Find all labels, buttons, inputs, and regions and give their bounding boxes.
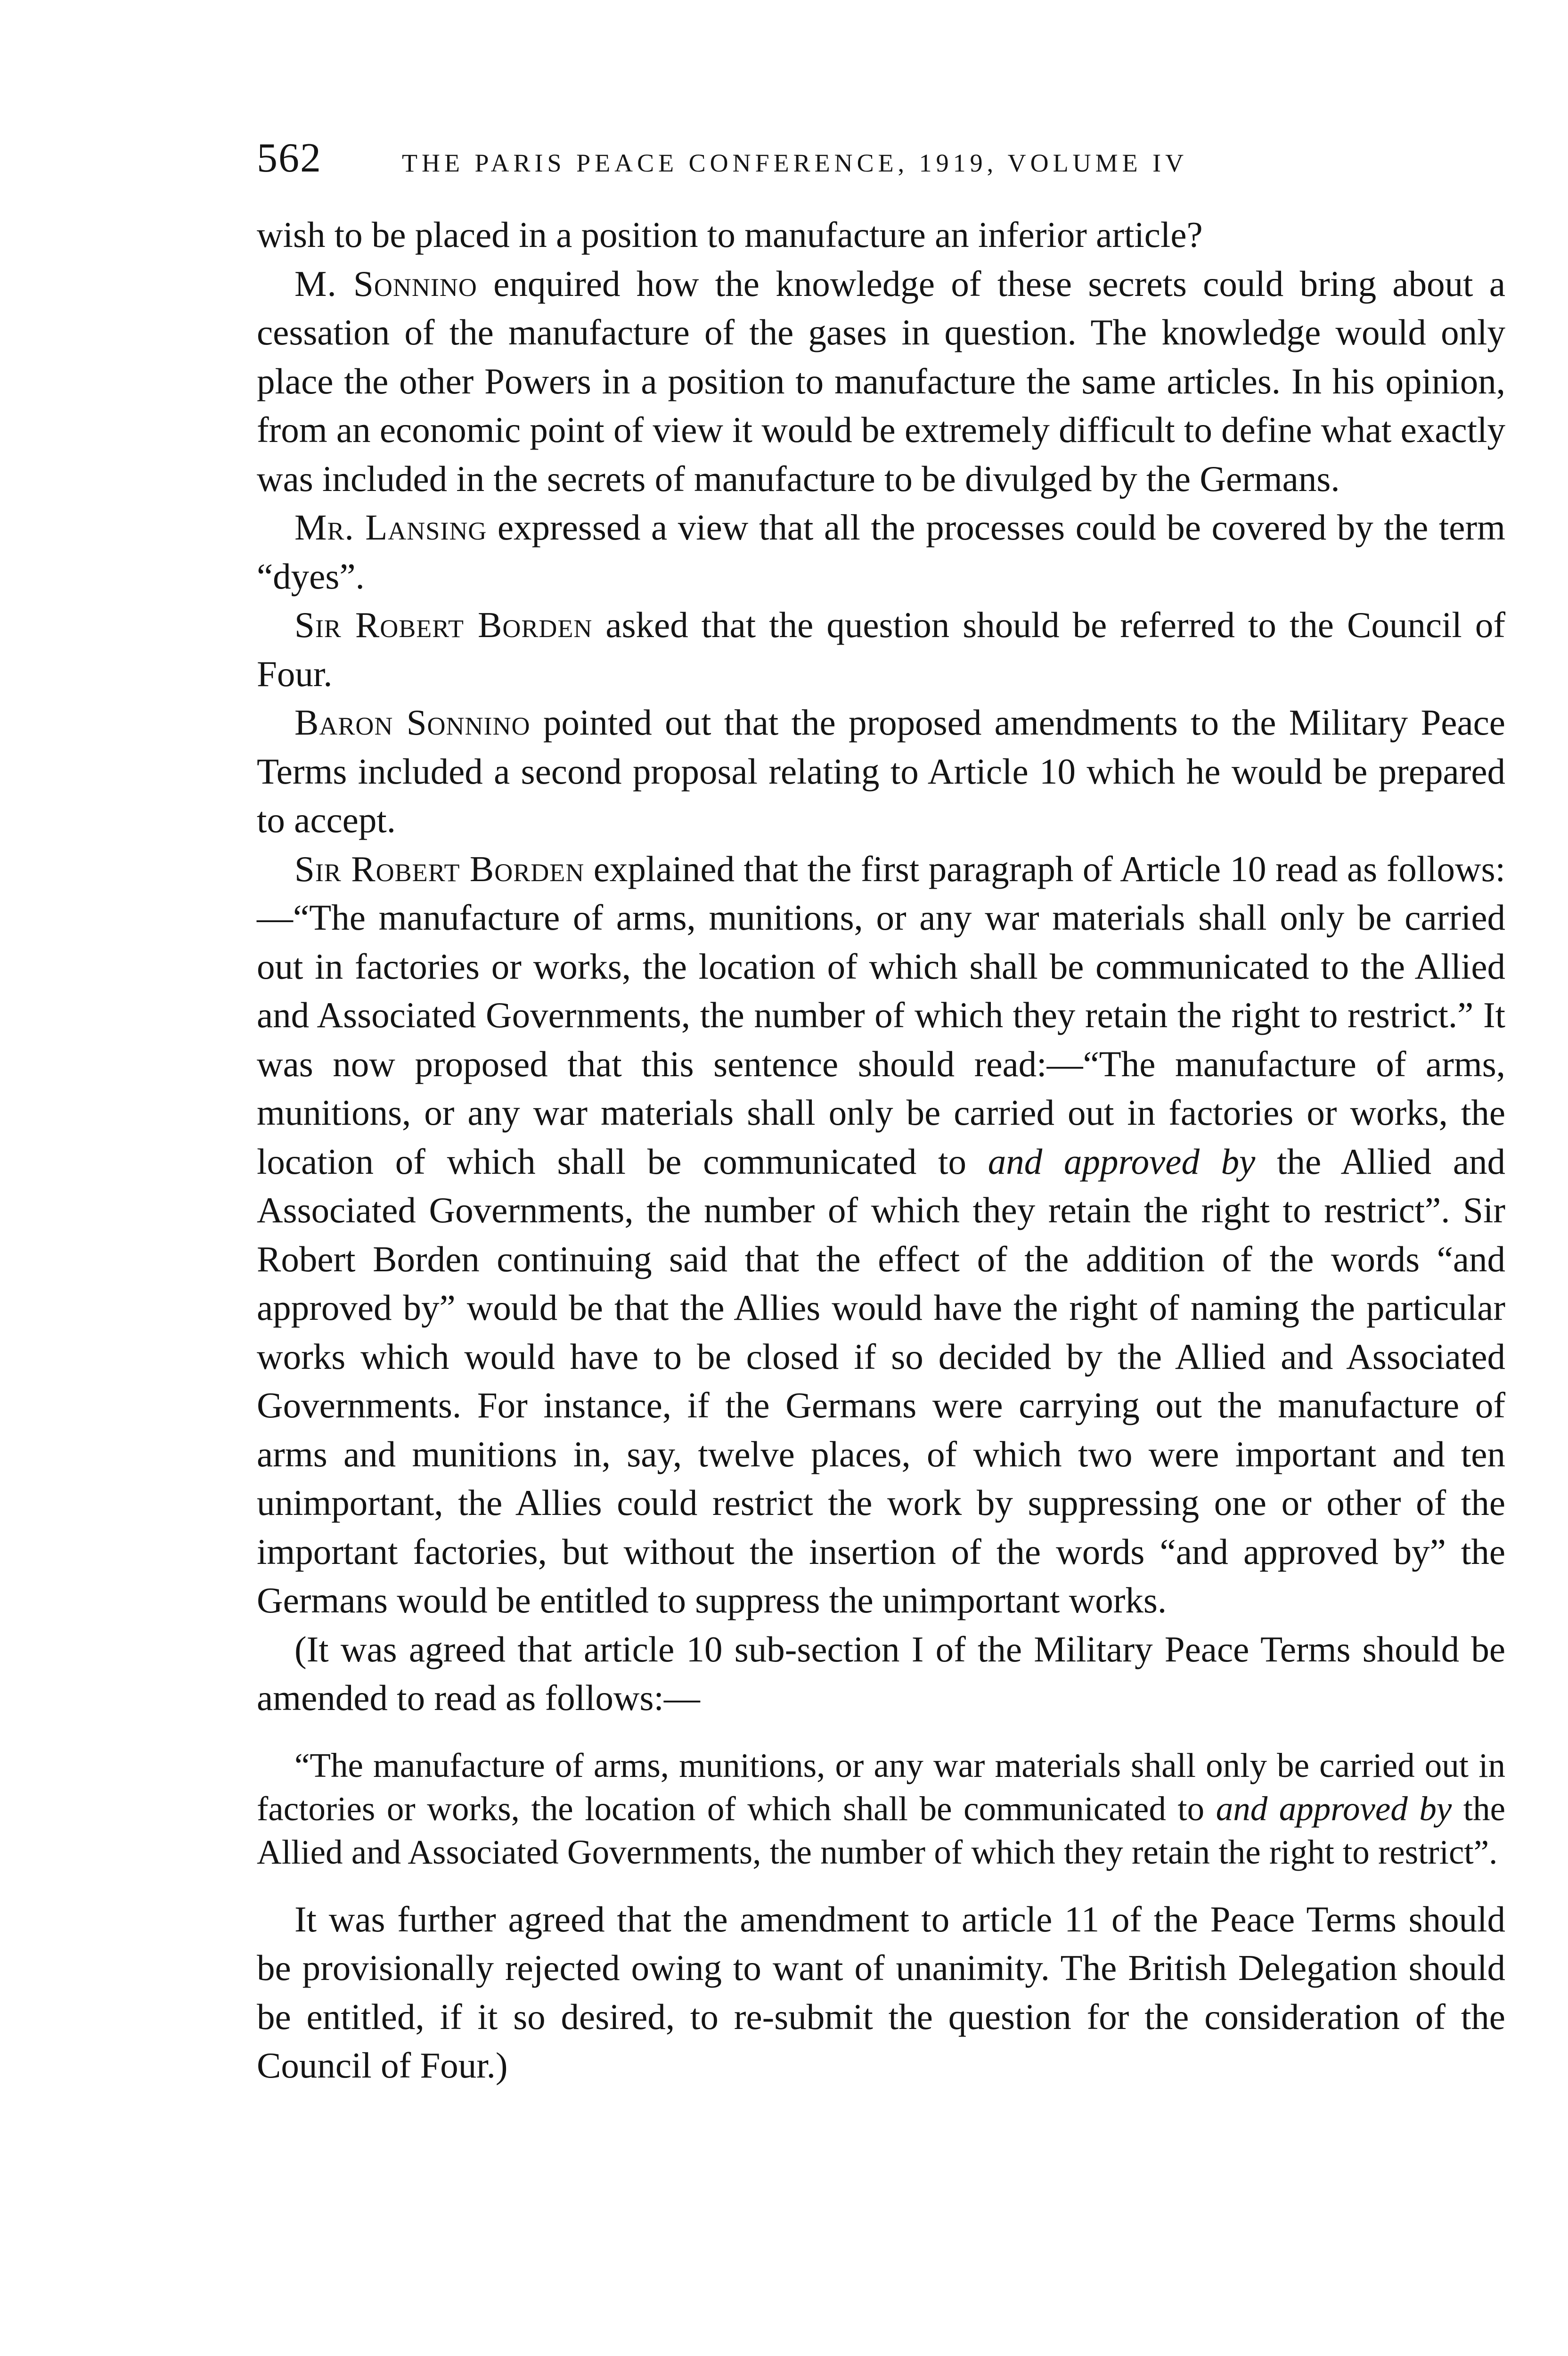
paragraph-text: asked that the question should be referred to the Council of Four.	[257, 605, 1505, 694]
paragraph-text: (It was agreed that article 10 sub-section I of the Military Peace Terms should be amended to read as follows:—	[257, 1628, 1505, 1718]
body-text	[257, 211, 1505, 2090]
paragraph-sonnino-enquiry	[257, 260, 1505, 504]
document-page	[257, 134, 1505, 2090]
speaker-name: Sir Robert Borden	[294, 848, 585, 889]
emphasis-text: and approved by	[988, 1141, 1256, 1182]
speaker-name: Sir Robert Borden	[294, 605, 593, 645]
paragraph-continued	[257, 211, 1505, 260]
paragraph-text: wish to be placed in a position to manufacture an inferior article?	[257, 214, 1203, 255]
paragraph-borden-explanation	[257, 845, 1505, 1625]
speaker-name: M. Sonnino	[294, 263, 477, 304]
paragraph-agreement	[257, 1625, 1505, 1723]
paragraph-text: explained that the first paragraph of Article 10 read as follows:—“The manufacture of arms, munitions, or any war materials shall only be carried out in factories or works, the location of which shall be communicated to the Allied and Associated Governments, the number of which they retain the right to restrict.” It was now proposed that this sentence should read:—“The manufacture of arms, munitions, or any war materials shall only be carried out in factories or works, the location of which shall be communicated to	[257, 848, 1505, 1182]
paragraph-text: the Allied and Associated Governments, the number of which they retain the right to restrict”. Sir Robert Borden continuing said that the effect of the addition of the words “and approved by” would be that the Allies would have the right of naming the particular works which would have to be closed if so decided by the Allied and Associated Governments. For instance, if the Germans were carrying out the manufacture of arms and munitions in, say, twelve places, of which two were important and ten unimportant, the Allies could restrict the work by suppressing one or other of the important factories, but without the insertion of the words “and approved by” the Germans would be entitled to suppress the unimportant works.	[257, 1141, 1506, 1620]
paragraph-baron-sonnino	[257, 698, 1505, 845]
paragraph-borden-referral	[257, 601, 1505, 698]
page-number: 562	[257, 135, 322, 181]
running-head	[257, 134, 1505, 205]
speaker-name: Baron Sonnino	[294, 702, 531, 743]
emphasis-text: and approved by	[1216, 1789, 1452, 1828]
quote-paragraph	[257, 1744, 1505, 1874]
paragraph-text: pointed out that the proposed amendments to the Military Peace Terms included a second proposal relating to Article 10 which he would be prepared to accept.	[257, 702, 1505, 840]
paragraph-further-agreement	[257, 1895, 1505, 2090]
paragraph-text: It was further agreed that the amendment to article 11 of the Peace Terms should be provisionally rejected owing to want of unanimity. The British Delegation should be entitled, if it so desired, to re-submit the question for the consideration of the Council of Four.)	[257, 1898, 1505, 2086]
speaker-name: Mr. Lansing	[294, 507, 487, 548]
quote-text: the Allied and Associated Governments, the number of which they retain the right to restrict”.	[257, 1789, 1505, 1871]
paragraph-text: enquired how the knowledge of these secrets could bring about a cessation of the manufacture of the gases in question. The knowledge would only place the other Powers in a position to manufacture the same articles. In his opinion, from an economic point of view it would be extremely difficult to define what exactly was included in the secrets of manufacture to be divulged by the Germans.	[257, 263, 1505, 499]
paragraph-text: expressed a view that all the processes could be covered by the term “dyes”.	[257, 507, 1505, 597]
running-title: THE PARIS PEACE CONFERENCE, 1919, VOLUME IV	[402, 149, 1188, 177]
block-quote	[257, 1744, 1505, 1874]
quote-text: “The manufacture of arms, munitions, or any war materials shall only be carried out in factories or works, the location of which shall be communicated to	[257, 1746, 1505, 1828]
paragraph-lansing	[257, 503, 1505, 601]
